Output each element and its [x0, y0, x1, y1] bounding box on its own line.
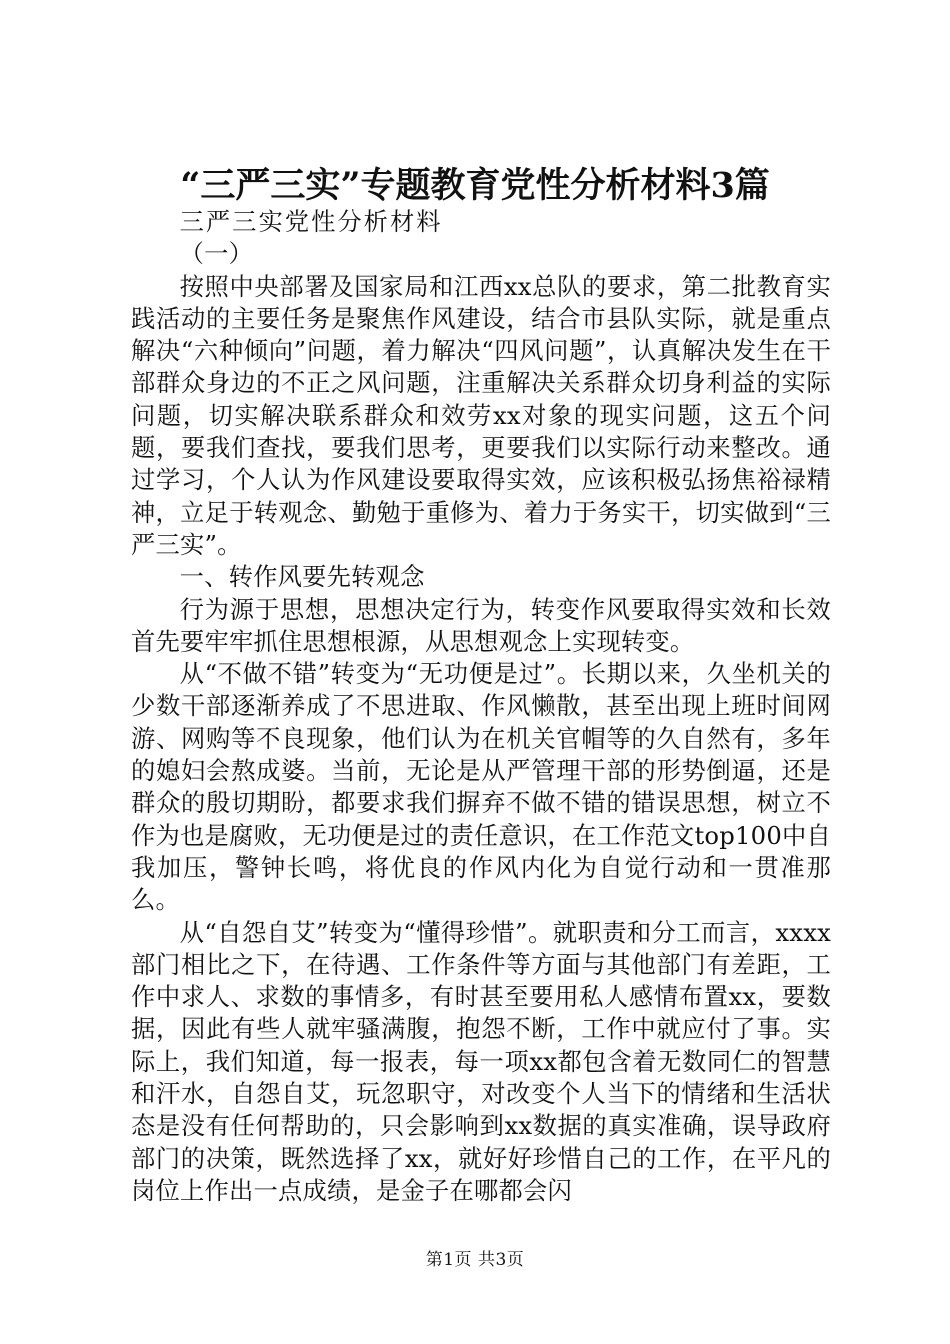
- body-paragraph: 从“不做不错”转变为“无功便是过”。长期以来，久坐机关的少数干部逐渐养成了不思进取、作风懒散，甚至出现上班时间网游、网购等不良现象，他们认为在机关官帽等的久自然有，多年的媳妇会熬成婆。当前，无论是从严管理干部的形势倒逼，还是群众的殷切期盼，都要求我们摒弃不做不错的错误思想，树立不作为也是腐败，无功便是过的责任意识，在工作范文top100中自我加压，警钟长鸣，将优良的作风内化为自觉行动和一贯准那么。: [131, 659, 831, 915]
- section-heading: 一、转作风要先转观念: [179, 562, 425, 592]
- section-number: （一）: [179, 239, 254, 269]
- body-paragraph: 从“自怨自艾”转变为“懂得珍惜”。就职责和分工而言，xxxx部门相比之下，在待遇、工作条件等方面与其他部门有差距，工作中求人、求数的事情多，有时甚至要用私人感情布置xx，要数据，因此有些人就牢骚满腹，抱怨不断，工作中就应付了事。实际上，我们知道，每一报表，每一项xx都包含着无数同仁的智慧和汗水，自怨自艾，玩忽职守，对改变个人当下的情绪和生活状态是没有任何帮助的，只会影响到xx数据的真实准确，误导政府部门的决策，既然选择了xx，就好好珍惜自己的工作，在平凡的岗位上作出一点成绩，是金子在哪都会闪: [131, 917, 831, 1205]
- body-paragraph: 按照中央部署及国家局和江西xx总队的要求，第二批教育实践活动的主要任务是聚焦作风建设，结合市县队实际，就是重点解决“六种倾向”问题，着力解决“四风问题”，认真解决发生在干部群众身边的不正之风问题，注重解决关系群众切身利益的实际问题，切实解决联系群众和效劳xx对象的现实问题，这五个问题，要我们查找，要我们思考，更要我们以实际行动来整改。通过学习，个人认为作风建设要取得实效，应该积极弘扬焦裕禄精神，立足于转观念、勤勉于重修为、着力于务实干，切实做到“三严三实”。: [131, 271, 831, 559]
- page-number-footer: 第1页 共3页: [425, 1250, 525, 1270]
- body-paragraph: 行为源于思想，思想决定行为，转变作风要取得实效和长效首先要牢牢抓住思想根源，从思想观念上实现转变。: [131, 594, 831, 656]
- document-body: [131, 206, 831, 1207]
- document-title: “三严三实”专题教育党性分析材料3篇: [180, 165, 770, 206]
- section-subtitle: 三严三实党性分析材料: [179, 207, 443, 236]
